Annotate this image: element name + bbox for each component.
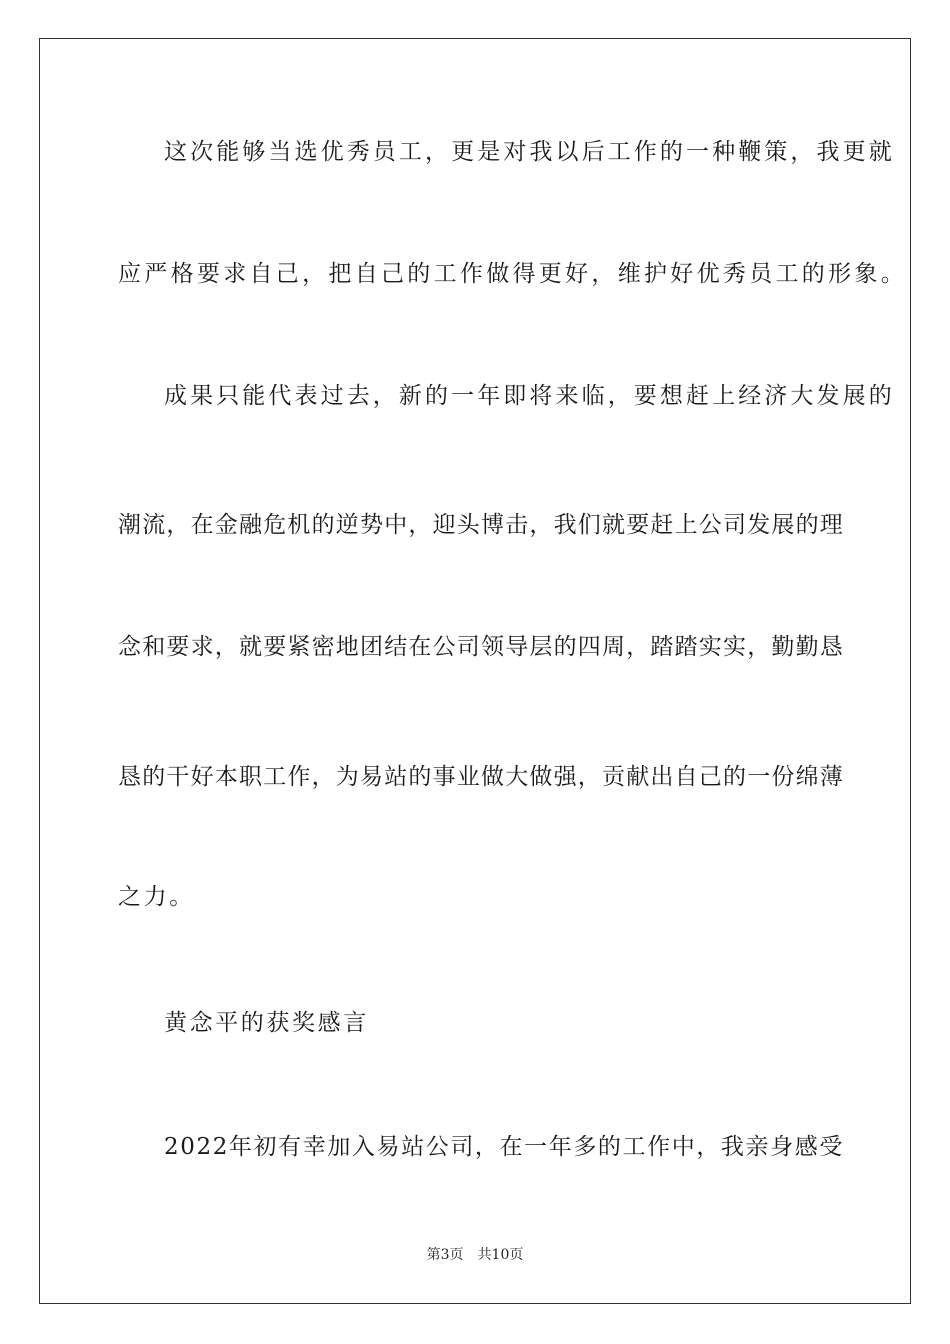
- paragraph-line: 这次能够当选优秀员工，更是对我以后工作的一种鞭策，我更就: [164, 139, 895, 165]
- paragraph-line: 潮流，在金融危机的逆势中，迎头博击，我们就要赶上公司发展的理: [118, 512, 844, 538]
- page-total: 共10页: [477, 1247, 524, 1263]
- paragraph-line: 应严格要求自己，把自己的工作做得更好，维护好优秀员工的形象。: [118, 261, 907, 287]
- paragraph-line: 之力。: [118, 884, 195, 910]
- paragraph-line: 成果只能代表过去，新的一年即将来临，要想赶上经济大发展的: [164, 383, 895, 409]
- page-number: 第3页: [426, 1247, 464, 1263]
- section-heading: 黄念平的获奖感言: [164, 1010, 369, 1036]
- paragraph-line: 念和要求，就要紧密地团结在公司领导层的四周，踏踏实实，勤勤恳: [118, 634, 844, 660]
- paragraph-line: 2022年初有幸加入易站公司，在一年多的工作中，我亲身感受: [164, 1134, 844, 1160]
- page-footer: [0, 1246, 950, 1264]
- paragraph-line: 恳的干好本职工作，为易站的事业做大做强，贡献出自己的一份绵薄: [118, 764, 844, 790]
- page-border: [39, 38, 911, 1304]
